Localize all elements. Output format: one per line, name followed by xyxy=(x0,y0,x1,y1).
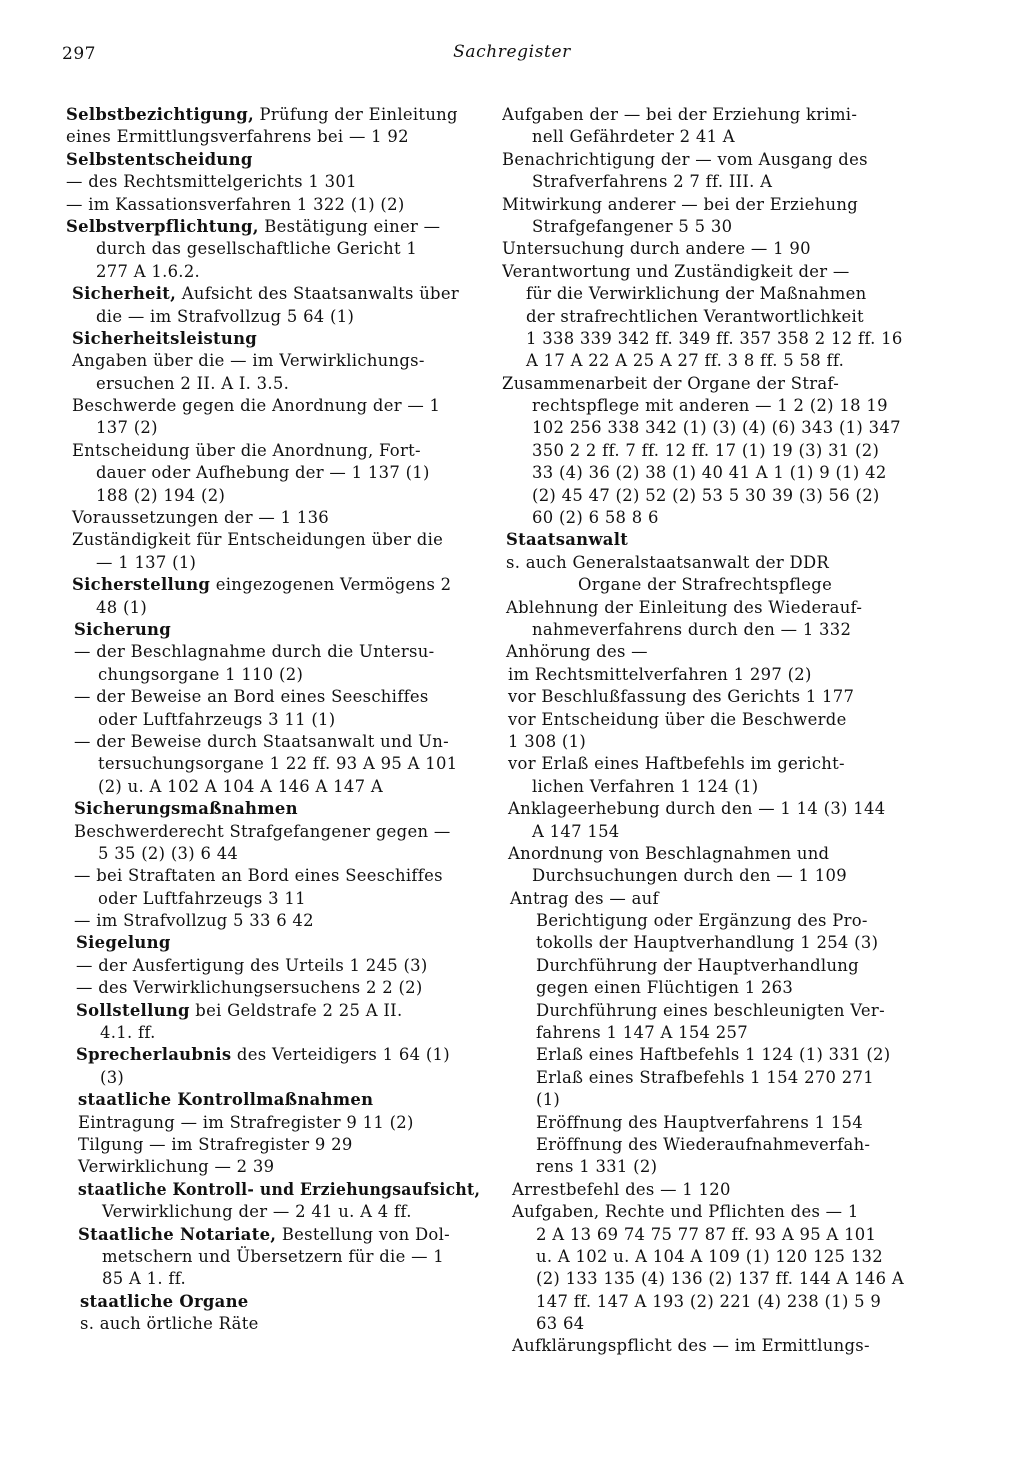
index-line: tokolls der Hauptverhandlung 1 254 (3) xyxy=(536,933,879,953)
index-line: 5 35 (2) (3) 6 44 xyxy=(98,843,239,863)
index-line: Aufgaben, Rechte und Pflichten des — 1 xyxy=(512,1202,859,1222)
index-line: u. A 102 u. A 104 A 109 (1) 120 125 132 xyxy=(536,1246,883,1266)
index-line xyxy=(66,1291,480,1313)
index-line: tersuchungsorgane 1 22 ff. 93 A 95 A 101 xyxy=(98,754,458,774)
index-line: A 17 A 22 A 25 A 27 ff. 3 8 ff. 5 58 ff. xyxy=(526,351,845,371)
index-line: 4.1. ff. xyxy=(100,1023,156,1043)
index-line: vor Entscheidung über die Beschwerde xyxy=(508,709,847,729)
index-line: gegen einen Flüchtigen 1 263 xyxy=(536,978,794,998)
index-line: Sicherheit, Aufsicht des Staatsanwalts über xyxy=(72,284,459,304)
index-keyword: Sicherung xyxy=(74,619,172,639)
index-line: oder Luftfahrzeugs 3 11 (1) xyxy=(98,709,336,729)
index-line: Aufklärungspflicht des — im Ermittlungs- xyxy=(512,1336,870,1356)
index-line: s. auch örtliche Räte xyxy=(80,1314,259,1334)
index-line: — bei Straftaten an Bord eines Seeschiffes xyxy=(74,866,443,886)
index-line: rechtspflege mit anderen — 1 2 (2) 18 19 xyxy=(532,396,888,416)
index-line: Sprecherlaubnis des Verteidigers 1 64 (1) xyxy=(76,1045,450,1065)
index-line: Verantwortung und Zuständigkeit der — xyxy=(502,261,850,281)
index-line: Beschwerderecht Strafgefangener gegen — xyxy=(74,821,451,841)
index-line: Verwirklichung — 2 39 xyxy=(78,1157,275,1177)
index-line: (1) xyxy=(536,1090,561,1110)
index-keyword: Sicherheitsleistung xyxy=(72,328,258,348)
index-line: eines Ermittlungsverfahrens bei — 1 92 xyxy=(66,127,409,147)
index-keyword: Staatliche Notariate, xyxy=(78,1224,277,1244)
index-line: (2) 45 47 (2) 52 (2) 53 5 30 39 (3) 56 (2) xyxy=(532,485,880,505)
index-line: Anklageerhebung durch den — 1 14 (3) 144 xyxy=(508,799,886,819)
index-line: dauer oder Aufhebung der — 1 137 (1) xyxy=(96,463,430,483)
index-line: oder Luftfahrzeugs 3 11 xyxy=(98,888,306,908)
index-line: 63 64 xyxy=(536,1314,585,1334)
index-column-left xyxy=(66,104,480,1335)
index-line: Durchführung eines beschleunigten Ver- xyxy=(536,1000,885,1020)
index-line: 350 2 2 ff. 7 ff. 12 ff. 17 (1) 19 (3) 31 (2) xyxy=(532,440,880,460)
index-line: nell Gefährdeter 2 41 A xyxy=(532,127,735,147)
index-line: Berichtigung oder Ergänzung des Pro- xyxy=(536,911,868,931)
index-line: Strafgefangener 5 5 30 xyxy=(532,216,733,236)
index-line: 137 (2) xyxy=(96,418,158,438)
index-line xyxy=(66,932,480,954)
index-line: Sicherstellung eingezogenen Vermögens 2 xyxy=(72,575,452,595)
index-line: 277 A 1.6.2. xyxy=(96,261,201,281)
index-line: vor Beschlußfassung des Gerichts 1 177 xyxy=(508,687,855,707)
index-line: Erlaß eines Haftbefehls 1 124 (1) 331 (2) xyxy=(536,1045,891,1065)
page-number: 297 xyxy=(62,44,96,64)
index-line: — der Beschlagnahme durch die Untersu- xyxy=(74,642,435,662)
index-line: Erlaß eines Strafbefehls 1 154 270 271 xyxy=(536,1067,874,1087)
index-line: chungsorgane 1 110 (2) xyxy=(98,664,304,684)
index-keyword: Sicherungsmaßnahmen xyxy=(74,799,298,819)
index-keyword: Selbstverpflichtung, xyxy=(66,216,259,236)
index-line: Verwirklichung der — 2 41 u. A 4 ff. xyxy=(102,1202,412,1222)
index-line: Sollstellung bei Geldstrafe 2 25 A II. xyxy=(76,1000,403,1020)
index-line: 147 ff. 147 A 193 (2) 221 (4) 238 (1) 5 9 xyxy=(536,1291,882,1311)
index-line: — im Strafvollzug 5 33 6 42 xyxy=(74,911,314,931)
index-line: im Rechtsmittelverfahren 1 297 (2) xyxy=(508,664,812,684)
index-line: — der Beweise durch Staatsanwalt und Un- xyxy=(74,731,449,751)
index-line: vor Erlaß eines Haftbefehls im gericht- xyxy=(508,754,845,774)
index-line: Organe der Strafrechtspflege xyxy=(578,575,833,595)
index-line: Mitwirkung anderer — bei der Erziehung xyxy=(502,194,858,214)
index-line: Antrag des — auf xyxy=(510,888,659,908)
index-keyword: staatliche Kontrollmaßnahmen xyxy=(78,1090,374,1110)
index-line: Arrestbefehl des — 1 120 xyxy=(512,1179,731,1199)
index-line: Eröffnung des Hauptverfahrens 1 154 xyxy=(536,1112,864,1132)
index-line xyxy=(66,1179,480,1201)
index-line: Strafverfahrens 2 7 ff. III. A xyxy=(532,172,773,192)
index-line: Selbstverpflichtung, Bestätigung einer — xyxy=(66,216,441,236)
index-line: — im Kassationsverfahren 1 322 (1) (2) xyxy=(66,194,405,214)
index-line: Eröffnung des Wiederaufnahmeverfah- xyxy=(536,1134,871,1154)
index-line xyxy=(66,149,480,171)
index-line: Untersuchung durch andere — 1 90 xyxy=(502,239,811,259)
index-line: — des Rechtsmittelgerichts 1 301 xyxy=(66,172,357,192)
index-line: (2) 133 135 (4) 136 (2) 137 ff. 144 A 146 A xyxy=(536,1269,905,1289)
index-keyword: Siegelung xyxy=(76,933,171,953)
index-keyword: Sprecherlaubnis xyxy=(76,1045,232,1065)
index-keyword: Selbstbezichtigung, xyxy=(66,105,255,124)
index-line: 85 A 1. ff. xyxy=(102,1269,187,1289)
index-keyword: Selbstentscheidung xyxy=(66,149,253,169)
index-line xyxy=(502,529,922,551)
index-line: Eintragung — im Strafregister 9 11 (2) xyxy=(78,1112,414,1132)
index-line: — des Verwirklichungsersuchens 2 2 (2) xyxy=(76,978,423,998)
index-line: Beschwerde gegen die Anordnung der — 1 xyxy=(72,396,441,416)
index-line: — 1 137 (1) xyxy=(96,552,197,572)
index-keyword: Sicherstellung xyxy=(72,575,211,595)
index-line: Ablehnung der Einleitung des Wiederauf- xyxy=(506,597,863,617)
index-keyword: Sicherheit, xyxy=(72,284,177,304)
index-line: ersuchen 2 II. A I. 3.5. xyxy=(96,373,290,393)
index-line xyxy=(66,619,480,641)
index-line: lichen Verfahren 1 124 (1) xyxy=(532,776,759,796)
index-line: (3) xyxy=(100,1067,125,1087)
index-line xyxy=(66,328,480,350)
index-line: Voraussetzungen der — 1 136 xyxy=(72,508,330,528)
index-line: Entscheidung über die Anordnung, Fort- xyxy=(72,440,421,460)
index-line: A 147 154 xyxy=(532,821,620,841)
index-line: Tilgung — im Strafregister 9 29 xyxy=(78,1134,353,1154)
index-keyword: Sollstellung xyxy=(76,1000,190,1020)
index-line: Zuständigkeit für Entscheidungen über die xyxy=(72,530,444,550)
index-line: 2 A 13 69 74 75 77 87 ff. 93 A 95 A 101 xyxy=(536,1224,877,1244)
index-line: (2) u. A 102 A 104 A 146 A 147 A xyxy=(98,776,384,796)
index-line: 33 (4) 36 (2) 38 (1) 40 41 A 1 (1) 9 (1) 42 xyxy=(532,463,887,483)
index-line: Anhörung des — xyxy=(506,642,648,662)
index-line: durch das gesellschaftliche Gericht 1 xyxy=(96,239,418,259)
index-column-right xyxy=(502,104,922,1358)
index-line xyxy=(66,798,480,820)
index-line: — der Ausfertigung des Urteils 1 245 (3) xyxy=(76,955,428,975)
index-keyword: Staatsanwalt xyxy=(506,530,629,550)
index-line xyxy=(66,1089,480,1111)
index-line: Aufgaben der — bei der Erziehung krimi- xyxy=(502,105,858,124)
index-line: Staatliche Notariate, Bestellung von Dol- xyxy=(78,1224,450,1244)
index-line: 48 (1) xyxy=(96,597,148,617)
index-line: Angaben über die — im Verwirklichungs- xyxy=(72,351,425,371)
index-line: für die Verwirklichung der Maßnahmen xyxy=(526,284,867,304)
index-line: 102 256 338 342 (1) (3) (4) (6) 343 (1) 347 xyxy=(532,418,901,438)
index-keyword: staatliche Kontroll- und Erziehungsaufsicht, xyxy=(78,1179,480,1199)
index-line: 60 (2) 6 58 8 6 xyxy=(532,508,659,528)
index-line: der strafrechtlichen Verantwortlichkeit xyxy=(526,306,864,326)
index-line: Benachrichtigung der — vom Ausgang des xyxy=(502,149,868,169)
index-line: 1 338 339 342 ff. 349 ff. 357 358 2 12 ff. 16 xyxy=(526,328,903,348)
index-line: 1 308 (1) xyxy=(508,731,587,751)
index-line: rens 1 331 (2) xyxy=(536,1157,658,1177)
index-line: 188 (2) 194 (2) xyxy=(96,485,226,505)
index-keyword: staatliche Organe xyxy=(80,1291,249,1311)
index-line: nahmeverfahrens durch den — 1 332 xyxy=(532,619,852,639)
index-line: s. auch Generalstaatsanwalt der DDR xyxy=(506,552,830,572)
index-line: metschern und Übersetzern für die — 1 xyxy=(102,1246,445,1266)
index-line: Durchsuchungen durch den — 1 109 xyxy=(532,866,847,886)
index-line: Durchführung der Hauptverhandlung xyxy=(536,955,859,975)
running-title: Sachregister xyxy=(453,42,571,62)
index-line: fahrens 1 147 A 154 257 xyxy=(536,1023,748,1043)
index-line: Selbstbezichtigung, Prüfung der Einleitung xyxy=(66,105,458,124)
index-line: Zusammenarbeit der Organe der Straf- xyxy=(502,373,840,393)
index-line: die — im Strafvollzug 5 64 (1) xyxy=(96,306,355,326)
index-line: Anordnung von Beschlagnahmen und xyxy=(508,843,830,863)
index-line: — der Beweise an Bord eines Seeschiffes xyxy=(74,687,429,707)
